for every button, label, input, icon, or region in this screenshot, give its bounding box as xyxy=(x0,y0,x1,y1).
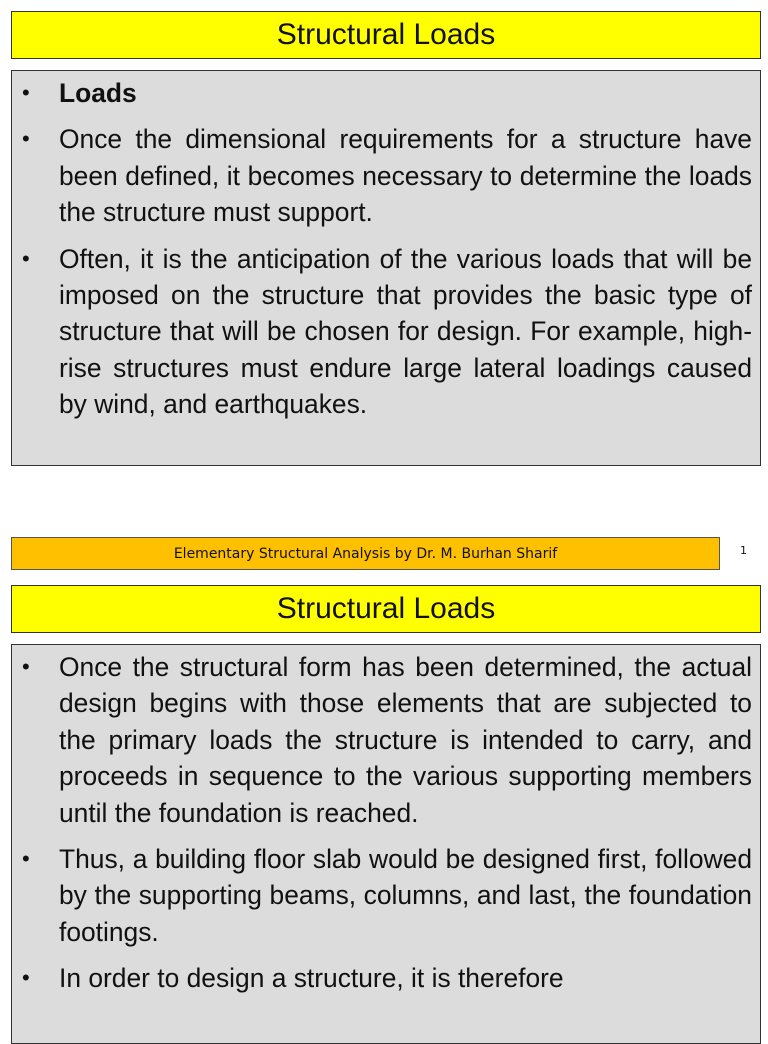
footer-text: Elementary Structural Analysis by Dr. M. Burhan Sharif xyxy=(173,545,558,562)
slide2-bullet-text: Thus, a building floor slab would be designed first, followed by the supporting beams, columns, and last, the foundation footings. xyxy=(59,844,752,947)
slide1-bullet-text: Often, it is the anticipation of the various loads that will be imposed on the structure that provides the basic type of structure that will be chosen for design. For example, high-rise structures must endure large lateral loadings caused by wind, and earthquakes. xyxy=(59,243,752,420)
slide2-bullet-item xyxy=(20,960,752,996)
bullet-marker: • xyxy=(22,846,30,872)
slide1-bullet-item xyxy=(20,121,752,230)
slide1-title: Structural Loads xyxy=(276,18,496,51)
bullet-marker: • xyxy=(22,126,30,152)
slide2-title-bar xyxy=(11,585,761,633)
slide1-title-bar xyxy=(11,11,761,59)
slide1-bullet-item xyxy=(20,75,752,111)
slide1-bullet-text: Loads xyxy=(59,78,137,108)
bullet-marker: • xyxy=(22,654,30,679)
slide2-bullet-text: In order to design a structure, it is therefore xyxy=(59,963,564,994)
bullet-marker: • xyxy=(22,80,30,105)
slide2-bullet-item xyxy=(20,841,752,950)
slide2-bullet-item xyxy=(20,649,752,831)
footer-bar xyxy=(11,537,720,570)
page-number: 1 xyxy=(740,544,747,557)
slide2-bullet-list xyxy=(20,649,752,997)
slide1-bullet-list xyxy=(20,75,752,423)
slide1-content-box xyxy=(11,70,761,466)
slide1-bullet-item xyxy=(20,241,752,423)
slide2-content-box xyxy=(11,644,761,1044)
slide2-title: Structural Loads xyxy=(276,592,496,625)
slide1-bullet-text: Once the dimensional requirements for a structure have been defined, it becomes necessary to determine the loads the structure must support. xyxy=(59,124,752,228)
bullet-marker: • xyxy=(22,965,30,991)
slide2-bullet-text: Once the structural form has been determined, the actual design begins with those elements that are subjected to the primary loads the structure is intended to carry, and proceeds in sequence to the various supporting members until the foundation is reached. xyxy=(59,652,752,828)
bullet-marker: • xyxy=(22,245,30,271)
